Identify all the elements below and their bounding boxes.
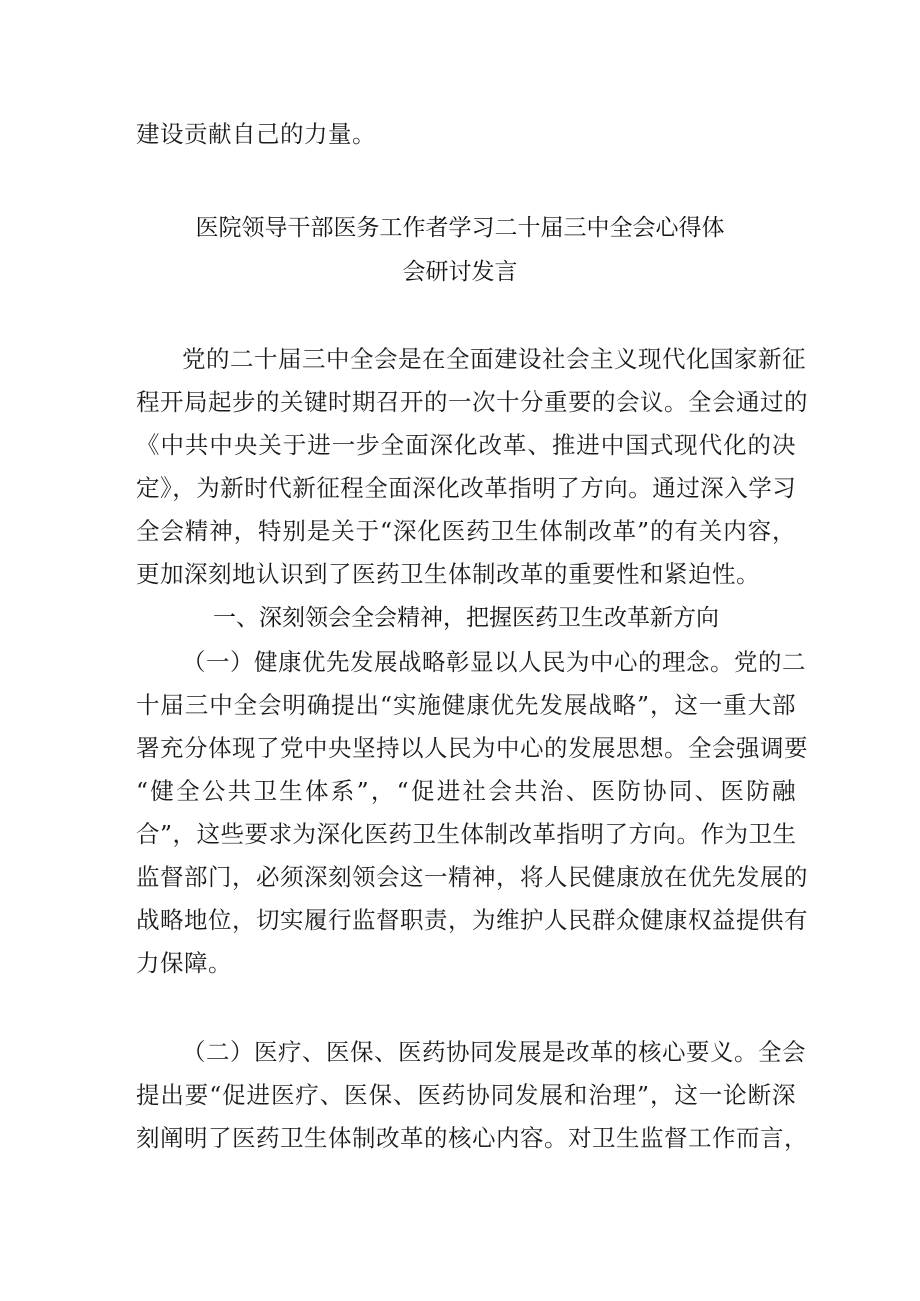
paragraph-line: 合”，这些要求为深化医药卫生体制改革指明了方向。作为卫生 [136, 820, 797, 848]
document-title-line-1: 医院领导干部医务工作者学习二十届三中全会心得体 [195, 215, 725, 241]
paragraph-line: （一）健康优先发展战略彰显以人民为中心的理念。党的二 [182, 648, 806, 676]
paragraph-line: （二）医疗、医保、医药协同发展是改革的核心要义。全会 [182, 1038, 806, 1066]
section-heading: 一、深刻领会全会精神，把握医药卫生改革新方向 [213, 605, 719, 631]
carryover-text: 建设贡献自己的力量。 [136, 120, 376, 148]
paragraph-line: 党的二十届三中全会是在全面建设社会主义现代化国家新征 [182, 345, 806, 373]
paragraph-line: 十届三中全会明确提出“实施健康优先发展战略”，这一重大部 [136, 691, 796, 719]
paragraph-line: 刻阐明了医药卫生体制改革的核心内容。对卫生监督工作而言， [136, 1124, 808, 1152]
paragraph-line: 程开局起步的关键时期召开的一次十分重要的会议。全会通过的 [136, 388, 808, 416]
paragraph-line: 提出要“促进医疗、医保、医药协同发展和治理”，这一论断深 [136, 1081, 796, 1109]
paragraph-line: 定》，为新时代新征程全面深化改革指明了方向。通过深入学习 [136, 474, 797, 502]
paragraph-line: 监督部门，必须深刻领会这一精神，将人民健康放在优先发展的 [136, 863, 808, 891]
document-title-line-2: 会研讨发言 [402, 259, 518, 285]
paragraph-line: 力保障。 [136, 949, 232, 977]
paragraph-line: 战略地位，切实履行监督职责，为维护人民群众健康权益提供有 [136, 906, 808, 934]
paragraph-line: 更加深刻地认识到了医药卫生体制改革的重要性和紧迫性。 [136, 560, 760, 588]
paragraph-line: 《中共中央关于进一步全面深化改革、推进中国式现代化的决 [136, 431, 796, 459]
paragraph-line: 署充分体现了党中央坚持以人民为中心的发展思想。全会强调要 [136, 734, 808, 762]
paragraph-line: “健全公共卫生体系”，“促进社会共治、医防协同、医防融 [136, 777, 796, 805]
paragraph-line: 全会精神，特别是关于“深化医药卫生体制改革”的有关内容， [136, 517, 796, 545]
